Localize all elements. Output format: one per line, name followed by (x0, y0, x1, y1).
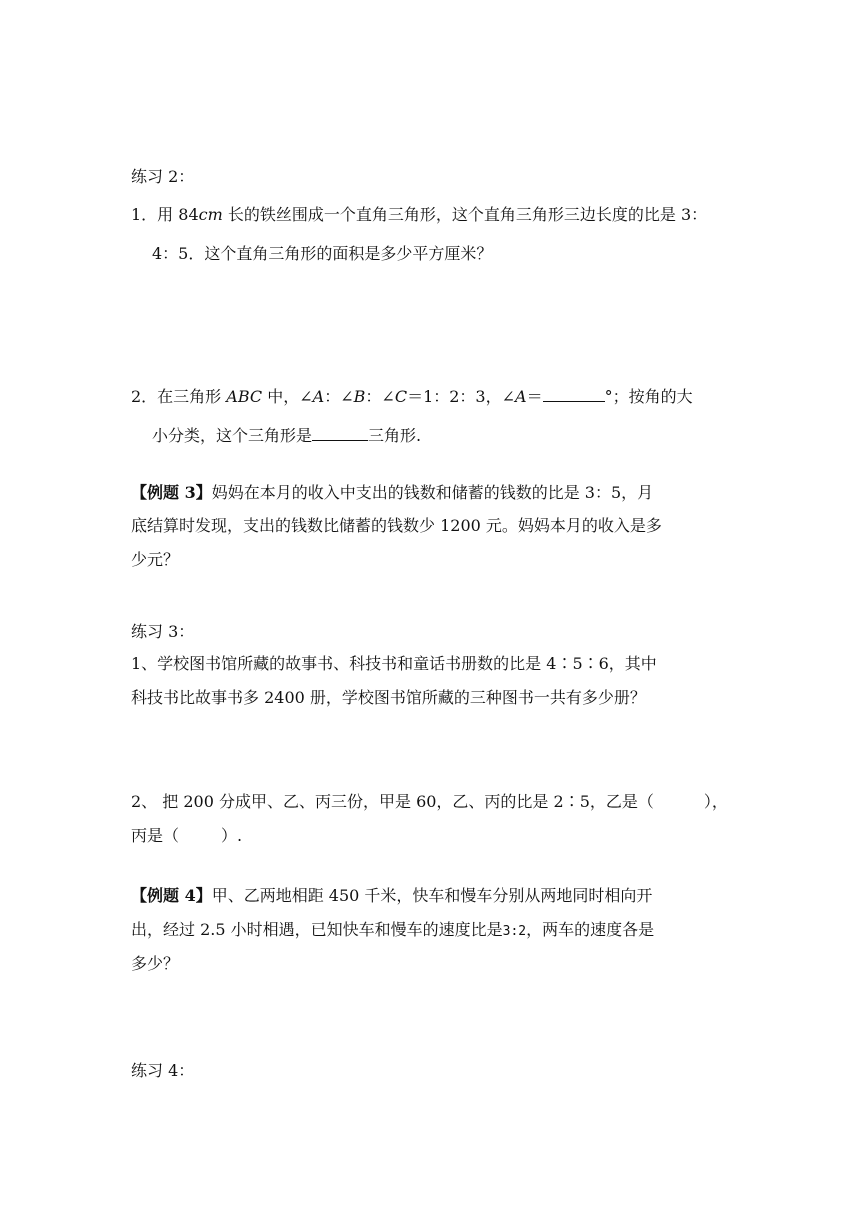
answer-blank-angle[interactable] (543, 385, 605, 402)
practice3-q1-line2: 科技书比故事书多 2400 册，学校图书馆所藏的三种图书一共有多少册？ (131, 688, 646, 707)
example4-text1: 甲、乙两地相距 450 千米，快车和慢车分别从两地同时相向开 (211, 886, 653, 905)
practice3-q2-pre: 2、 把 200 分成甲、乙、丙三份，甲是 60，乙、丙的比是 2∶5，乙是（ (131, 792, 654, 811)
q2-angle-a2: A (515, 387, 527, 406)
q2-text-1: 2．在三角形 (131, 387, 227, 406)
example3-tag: 【例题 3】 (131, 483, 212, 502)
q2-text-6: ＝ (526, 387, 543, 406)
practice3-heading: 练习 3： (131, 622, 195, 641)
example4-line2 (131, 920, 654, 942)
example4-text2-pre: 出，经过 2.5 小时相遇，已知快车和慢车的速度比是 (131, 920, 503, 939)
q1-text-pre: 1．用 84 (131, 205, 199, 224)
practice2-q1-line2: 4：5．这个直角三角形的面积是多少平方厘米？ (152, 244, 493, 263)
practice2-q2-line2 (152, 424, 421, 446)
example4-text2-post: ，两车的速度各是 (526, 920, 655, 939)
q2-text-5: ＝1：2：3，∠ (407, 387, 516, 406)
example4-line3: 多少？ (131, 954, 180, 973)
practice3-q2-post: ）， (703, 792, 728, 811)
q1-text-post: 长的铁丝围成一个直角三角形，这个直角三角形三边长度的比是 3： (222, 205, 708, 224)
q2-line2-pre: 小分类，这个三角形是 (152, 426, 313, 445)
example3-line2: 底结算时发现，支出的钱数比储蓄的钱数少 1200 元。妈妈本月的收入是多 (131, 516, 662, 535)
example4-tag: 【例题 4】 (131, 886, 212, 905)
q2-line2-post: 三角形. (368, 426, 422, 445)
q2-text-2: 中，∠ (262, 387, 313, 406)
q2-angle-a: A (312, 387, 325, 406)
practice4-heading: 练习 4： (131, 1061, 195, 1080)
example3-line3: 少元？ (131, 550, 180, 569)
example4-line1 (131, 886, 652, 906)
q2-text-3: ：∠ (324, 387, 354, 406)
q2-abc: ABC (226, 387, 263, 406)
answer-blank-triangle-type[interactable] (312, 424, 368, 441)
practice3-q1-line1: 1、学校图书馆所藏的故事书、科技书和童话书册数的比是 4∶5∶6，其中 (131, 654, 657, 673)
practice2-heading: 练习 2： (131, 167, 195, 186)
practice3-q2-line2-pre: 丙是（ (131, 826, 180, 845)
practice3-q2-line2 (131, 826, 242, 846)
q1-unit: cm (198, 205, 223, 224)
practice3-q2-line1 (131, 792, 728, 812)
example4-ratio: 3:2 (502, 924, 527, 939)
practice3-q2-line2-post: ）. (221, 826, 243, 845)
q2-text-4: ：∠ (365, 387, 395, 406)
q2-text-7: °；按角的大 (604, 387, 693, 406)
example3-text1: 妈妈在本月的收入中支出的钱数和储蓄的钱数的比是 3：5，月 (211, 483, 654, 502)
practice2-q2-line1 (131, 385, 693, 407)
example3-line1 (131, 483, 653, 503)
practice2-q1-line1 (131, 205, 707, 225)
q2-angle-c: C (394, 387, 408, 406)
q2-angle-b: B (353, 387, 366, 406)
